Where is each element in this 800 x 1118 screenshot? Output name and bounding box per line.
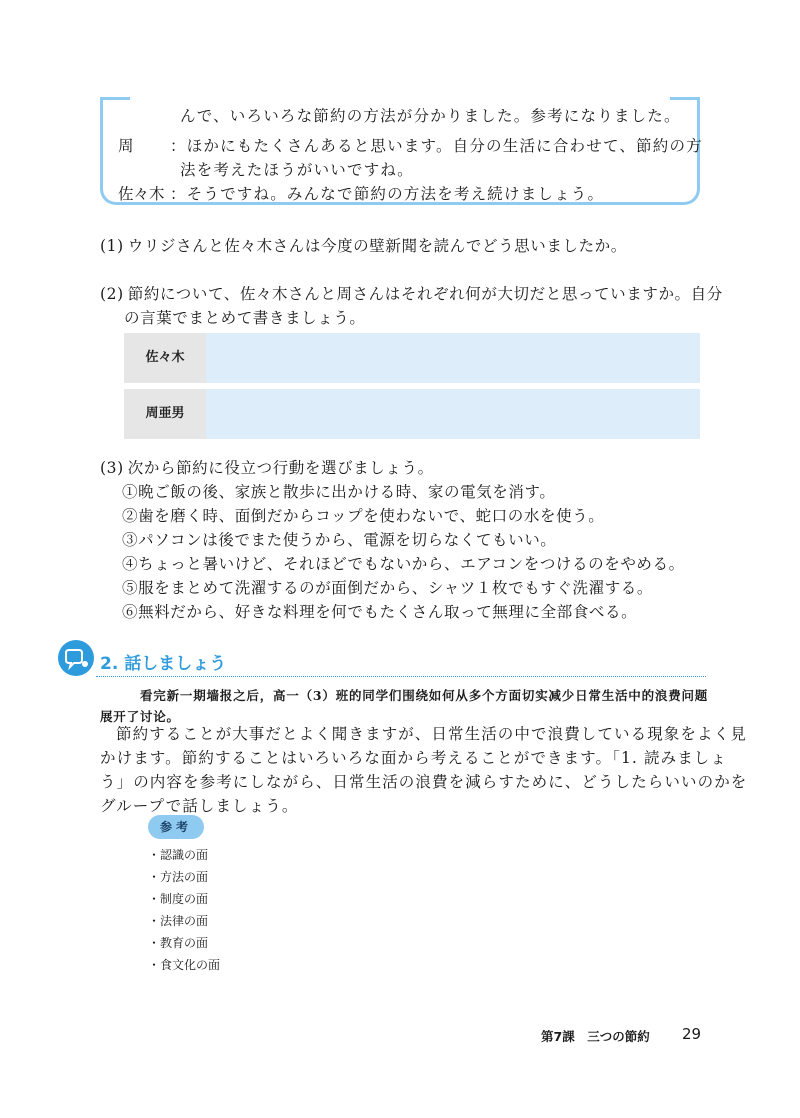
body-line-1: 節約することが大事だとよく聞きますが、日常生活の中で浪費している現象をよく見	[116, 725, 747, 743]
question-2	[100, 282, 723, 304]
answer-table	[124, 333, 700, 445]
body-line-4: グループで話しましょう。	[100, 797, 299, 815]
reference-badge: 参考	[148, 815, 204, 839]
question-3-number: (3)	[100, 459, 124, 477]
chinese-intro-line-1: 看完新一期墙报之后，高一（3）班的同学们围绕如何从多个方面切实减少日常生活中的浪费问题	[140, 688, 709, 703]
answer-label-zhou: 周亜男	[124, 389, 206, 439]
section-divider	[96, 676, 706, 677]
chinese-intro-line-2: 展开了讨论。	[100, 709, 180, 724]
question-1-number: (1)	[100, 237, 124, 255]
page-number: 29	[682, 1025, 702, 1043]
question-3-text: 次から節約に役立つ行動を選びましょう。	[127, 459, 434, 477]
dialogue-line-1: んで、いろいろな節約の方法が分かりました。参考になりました。	[180, 107, 681, 125]
body-line-2: かけます。節約することはいろいろな面から考えることができます。「1. 読みましょ	[100, 749, 727, 767]
reference-item-4: ・法律の面	[148, 914, 209, 928]
answer-row-zhou	[124, 389, 700, 439]
answer-field-sasaki[interactable]	[206, 333, 700, 383]
dialogue-line-2: ：ほかにもたくさんあると思います。自分の生活に合わせて、節約の方	[170, 137, 703, 155]
option-3: ③パソコンは後でまた使うから、電源を切らなくてもいい。	[122, 531, 557, 549]
option-5: ⑤服をまとめて洗濯するのが面倒だから、シャツ１枚でもすぐ洗濯する。	[122, 579, 653, 597]
option-1: ①晩ご飯の後、家族と散歩に出かける時、家の電気を消す。	[122, 483, 556, 501]
question-2-text-line-1: 節約について、佐々木さんと周さんはそれぞれ何が大切だと思っていますか。自分	[127, 285, 723, 303]
option-4: ④ちょっと暑いけど、それほどでもないから、エアコンをつけるのをやめる。	[122, 555, 685, 573]
section-title: 2. 話しましょう	[100, 654, 227, 674]
question-2-number: (2)	[100, 285, 124, 303]
speech-bubble-icon	[58, 640, 94, 676]
dialogue-line-3: 法を考えたほうがいいですね。	[180, 161, 414, 179]
reference-item-3: ・制度の面	[148, 892, 209, 906]
question-1-text: ウリジさんと佐々木さんは今度の壁新聞を読んでどう思いましたか。	[127, 237, 627, 255]
reference-item-2: ・方法の面	[148, 870, 209, 884]
option-2: ②歯を磨く時、面倒だからコップを使わないで、蛇口の水を使う。	[122, 507, 605, 525]
reference-item-6: ・食文化の面	[148, 958, 221, 972]
reference-item-1: ・認識の面	[148, 848, 209, 862]
answer-row-sasaki	[124, 333, 700, 383]
footer-lesson-title: 第7課 三つの節約	[541, 1029, 650, 1044]
dialogue-line-4: ：そうですね。みんなで節約の方法を考え続けましょう。	[170, 185, 605, 203]
question-2-text-line-2: の言葉でまとめて書きましょう。	[124, 309, 366, 327]
body-line-3: う」の内容を参考にしながら、日常生活の浪費を減らすために、どうしたらいいのかを	[100, 773, 748, 791]
answer-label-sasaki: 佐々木	[124, 333, 206, 383]
reference-item-5: ・教育の面	[148, 936, 209, 950]
answer-field-zhou[interactable]	[206, 389, 700, 439]
speaker-zhou: 周	[118, 137, 134, 155]
question-1	[100, 234, 627, 256]
question-3	[100, 456, 434, 478]
speaker-sasaki: 佐々木	[118, 185, 165, 203]
option-6: ⑥無料だから、好きな料理を何でもたくさん取って無理に全部食べる。	[122, 603, 638, 621]
